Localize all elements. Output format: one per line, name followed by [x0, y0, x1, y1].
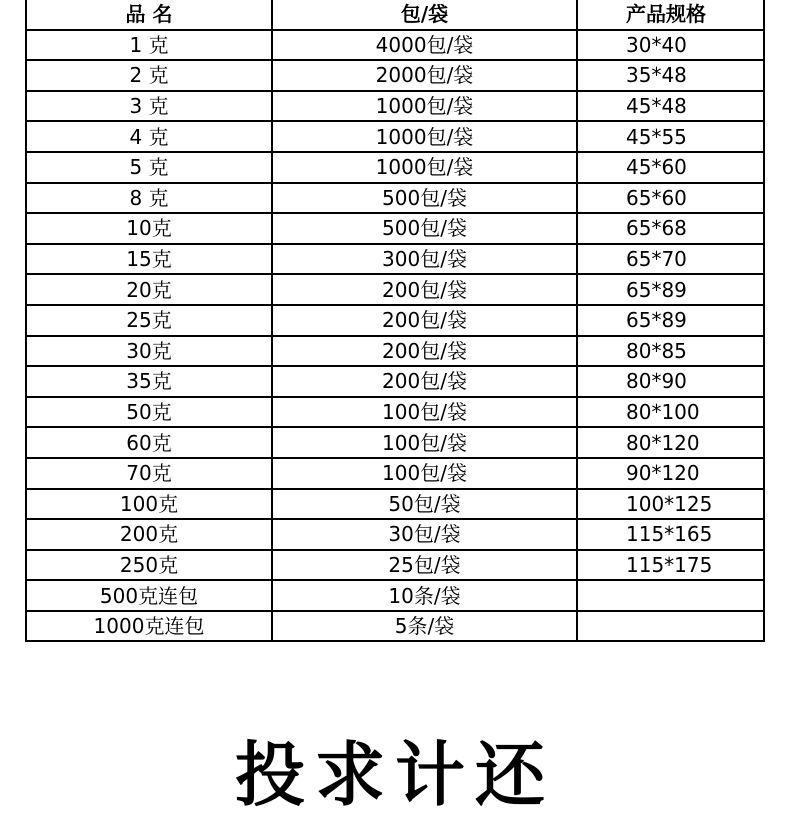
cell-name: 35克: [26, 366, 272, 397]
cell-spec: 45*60: [577, 152, 764, 183]
table-row: [26, 550, 764, 581]
cell-spec: 80*90: [577, 366, 764, 397]
cell-spec: 65*70: [577, 244, 764, 275]
cell-pack: 10条/袋: [272, 580, 577, 611]
cell-pack: 200包/袋: [272, 336, 577, 367]
cell-pack: 1000包/袋: [272, 121, 577, 152]
cell-name: 1 克: [26, 30, 272, 61]
cell-spec: 90*120: [577, 458, 764, 489]
cell-name: 60克: [26, 427, 272, 458]
cell-pack: 1000包/袋: [272, 91, 577, 122]
cell-pack: 200包/袋: [272, 366, 577, 397]
cell-pack: 100包/袋: [272, 458, 577, 489]
cell-pack: 4000包/袋: [272, 30, 577, 61]
table-row: [26, 427, 764, 458]
cell-spec: 45*48: [577, 91, 764, 122]
cell-spec: 65*89: [577, 274, 764, 305]
table-header-row: [26, 0, 764, 30]
cell-name: 10克: [26, 213, 272, 244]
cell-spec: 65*89: [577, 305, 764, 336]
table-row: [26, 580, 764, 611]
cell-spec: 80*120: [577, 427, 764, 458]
cell-spec: [577, 580, 764, 611]
cell-name: 500克连包: [26, 580, 272, 611]
cell-pack: 25包/袋: [272, 550, 577, 581]
table-row: [26, 489, 764, 520]
header-name: 品 名: [26, 0, 272, 30]
table-row: [26, 519, 764, 550]
cell-pack: 5条/袋: [272, 611, 577, 642]
cell-name: 5 克: [26, 152, 272, 183]
table-row: [26, 336, 764, 367]
cell-name: 30克: [26, 336, 272, 367]
product-spec-table: [25, 0, 765, 642]
cell-pack: 500包/袋: [272, 213, 577, 244]
cell-pack: 200包/袋: [272, 305, 577, 336]
table-row: [26, 458, 764, 489]
cell-spec: 30*40: [577, 30, 764, 61]
table-row: [26, 30, 764, 61]
cell-name: 2 克: [26, 60, 272, 91]
cell-pack: 2000包/袋: [272, 60, 577, 91]
cell-spec: 35*48: [577, 60, 764, 91]
cell-name: 15克: [26, 244, 272, 275]
cell-spec: 115*165: [577, 519, 764, 550]
cell-spec: 100*125: [577, 489, 764, 520]
table-row: [26, 183, 764, 214]
cell-spec: [577, 611, 764, 642]
cell-name: 25克: [26, 305, 272, 336]
cell-pack: 300包/袋: [272, 244, 577, 275]
header-spec: 产品规格: [577, 0, 764, 30]
cell-name: 100克: [26, 489, 272, 520]
header-pack: 包/袋: [272, 0, 577, 30]
cell-pack: 200包/袋: [272, 274, 577, 305]
table-row: [26, 121, 764, 152]
cell-name: 50克: [26, 397, 272, 428]
cell-pack: 100包/袋: [272, 427, 577, 458]
table-row: [26, 366, 764, 397]
table-row: [26, 91, 764, 122]
table-row: [26, 611, 764, 642]
table-row: [26, 60, 764, 91]
cell-name: 1000克连包: [26, 611, 272, 642]
cell-pack: 30包/袋: [272, 519, 577, 550]
cell-spec: 115*175: [577, 550, 764, 581]
cell-pack: 50包/袋: [272, 489, 577, 520]
cell-spec: 45*55: [577, 121, 764, 152]
cell-spec: 65*60: [577, 183, 764, 214]
cell-name: 20克: [26, 274, 272, 305]
table-row: [26, 213, 764, 244]
cell-pack: 100包/袋: [272, 397, 577, 428]
cell-spec: 65*68: [577, 213, 764, 244]
cell-spec: 80*85: [577, 336, 764, 367]
cell-name: 3 克: [26, 91, 272, 122]
bottom-title: 投求计还: [235, 734, 555, 816]
table-row: [26, 274, 764, 305]
table-row: [26, 397, 764, 428]
table-row: [26, 244, 764, 275]
cell-name: 250克: [26, 550, 272, 581]
cell-name: 200克: [26, 519, 272, 550]
cell-pack: 500包/袋: [272, 183, 577, 214]
cell-name: 70克: [26, 458, 272, 489]
cell-pack: 1000包/袋: [272, 152, 577, 183]
table-row: [26, 152, 764, 183]
table-row: [26, 305, 764, 336]
cell-name: 4 克: [26, 121, 272, 152]
cell-spec: 80*100: [577, 397, 764, 428]
cell-name: 8 克: [26, 183, 272, 214]
